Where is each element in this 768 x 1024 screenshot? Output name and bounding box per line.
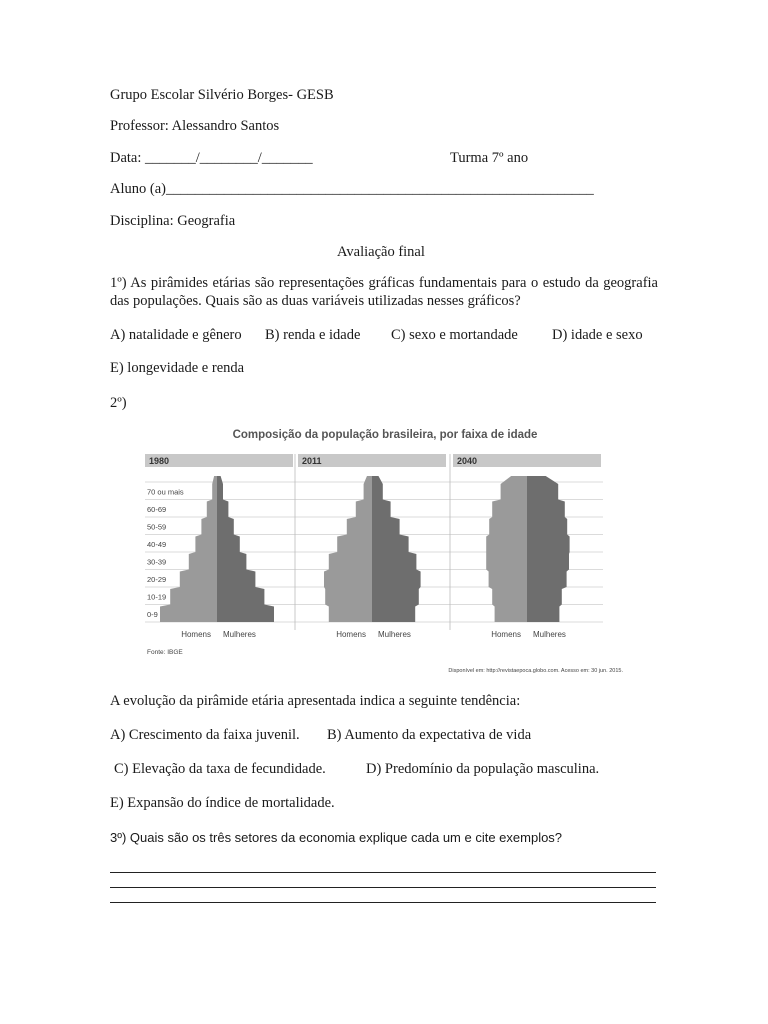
- q2-option-a: A) Crescimento da faixa juvenil.: [110, 727, 300, 743]
- q2-option-b: B) Aumento da expectativa de vida: [327, 727, 532, 743]
- pyramid-homens-1980: [160, 476, 217, 622]
- legend-mulheres: Mulheres: [223, 630, 256, 639]
- panel-year-label: 2011: [302, 456, 322, 466]
- chart-title: Composição da população brasileira, por faixa de idade: [232, 429, 538, 441]
- legend-mulheres: Mulheres: [378, 630, 411, 639]
- panel-year-label: 2040: [457, 456, 478, 466]
- q2-prompt: A evolução da pirâmide etária apresentada indica a seguinte tendência:: [110, 693, 521, 709]
- q1-option-b: B) renda e idade: [265, 327, 361, 343]
- legend-homens: Homens: [181, 630, 211, 639]
- question-1-text: 1º) As pirâmides etárias são representações gráficas fundamentais para o estudo da geografia das populações. Quais são as duas variáveis utilizadas nesses gráficos?: [110, 275, 658, 309]
- date-field: Data: _______/________/_______: [110, 150, 313, 166]
- student-field: Aluno (a)___________________________________________________________: [110, 181, 594, 197]
- question-3-text: 3º) Quais são os três setores da economia explique cada um e cite exemplos?: [110, 830, 563, 845]
- q1-option-d: D) idade e sexo: [552, 327, 643, 343]
- age-label: 50-59: [147, 522, 167, 532]
- legend-mulheres: Mulheres: [533, 630, 566, 639]
- age-label: 10-19: [147, 592, 167, 602]
- age-label: 70 ou mais: [147, 487, 184, 497]
- age-label: 60-69: [147, 505, 167, 514]
- age-label: 40-49: [147, 540, 167, 549]
- q2-option-e: E) Expansão do índice de mortalidade.: [110, 795, 335, 811]
- pyramid-mulheres-2040: [527, 476, 570, 622]
- pyramid-homens-2040: [486, 476, 527, 622]
- class-label: Turma 7º ano: [450, 150, 529, 166]
- teacher-name: Professor: Alessandro Santos: [110, 118, 280, 134]
- legend-homens: Homens: [491, 630, 521, 639]
- pyramid-mulheres-1980: [217, 476, 274, 622]
- age-label: 20-29: [147, 575, 167, 584]
- chart-credit: Disponível em: http://revistaepoca.globo.com. Acesso em: 30 jun. 2015.: [448, 668, 623, 674]
- legend-homens: Homens: [336, 630, 366, 639]
- q1-option-a: A) natalidade e gênero: [110, 327, 242, 343]
- q1-option-e: E) longevidade e renda: [110, 360, 245, 376]
- q2-option-d: D) Predomínio da população masculina.: [366, 761, 600, 777]
- school-name: Grupo Escolar Silvério Borges- GESB: [110, 87, 334, 103]
- panel-year-label: 1980: [149, 456, 170, 466]
- pyramid-mulheres-2011: [372, 476, 421, 622]
- page-title: Avaliação final: [337, 244, 425, 260]
- chart-source: Fonte: IBGE: [147, 649, 183, 656]
- question-2-number: 2º): [110, 395, 127, 411]
- population-pyramid-chart: [135, 418, 630, 680]
- answer-line-3[interactable]: [110, 902, 656, 903]
- answer-line-2[interactable]: [110, 887, 656, 888]
- age-label: 30-39: [147, 557, 167, 567]
- pyramid-homens-2011: [324, 476, 372, 622]
- answer-line-1[interactable]: [110, 872, 656, 873]
- q1-option-c: C) sexo e mortandade: [391, 327, 518, 343]
- q2-option-c: C) Elevação da taxa de fecundidade.: [114, 761, 326, 777]
- subject-label: Disciplina: Geografia: [110, 213, 236, 229]
- age-label: 0-9: [147, 610, 158, 619]
